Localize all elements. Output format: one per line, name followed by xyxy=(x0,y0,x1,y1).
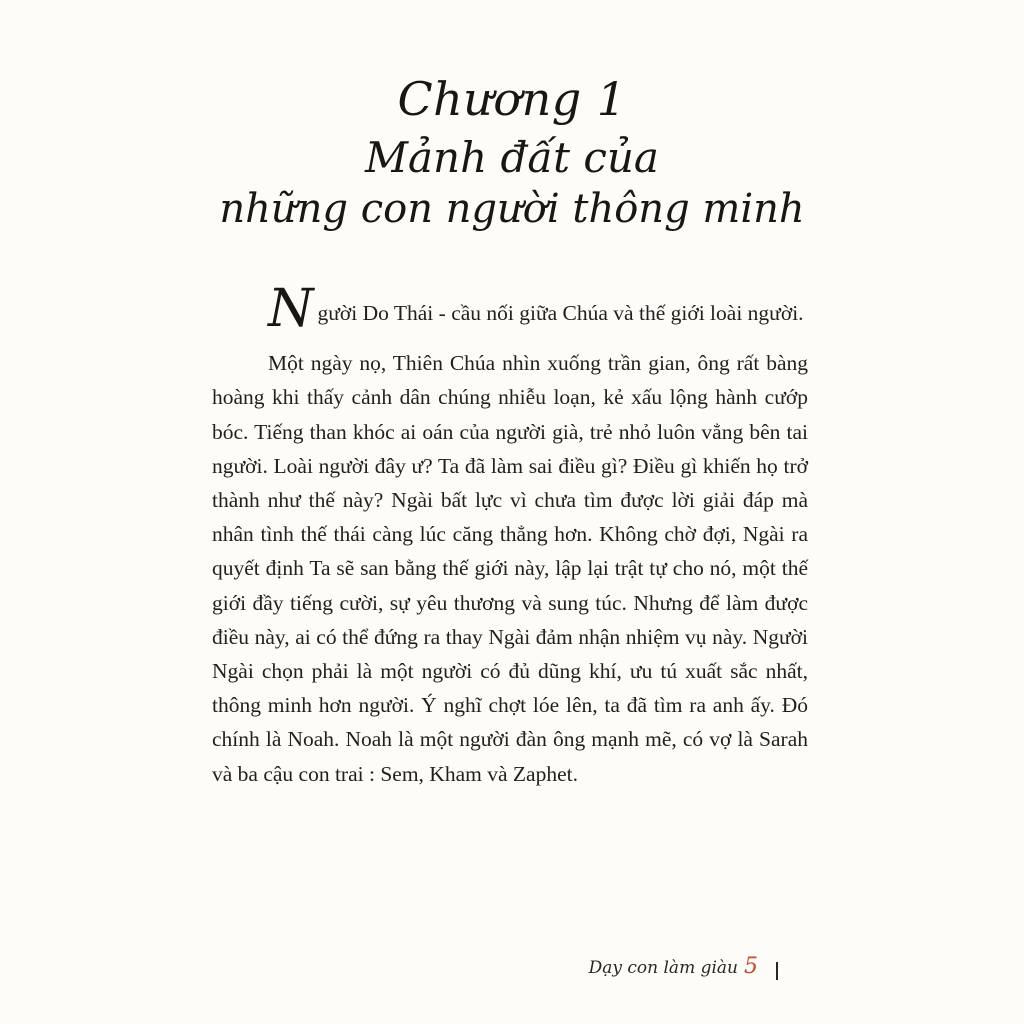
paragraph-1 xyxy=(212,279,808,339)
page-number: 5 xyxy=(744,954,758,979)
paragraph-1-text: gười Do Thái - cầu nối giữa Chúa và thế giới loài người. xyxy=(317,301,804,325)
page-footer xyxy=(0,956,1024,996)
footer-divider xyxy=(776,962,778,980)
paragraph-2: Một ngày nọ, Thiên Chúa nhìn xuống trần gian, ông rất bàng hoàng khi thấy cảnh dân chúng nhiễu loạn, kẻ xấu lộng hành cướp bóc. Tiếng than khóc ai oán của người già, trẻ nhỏ luôn vẳng bên tai người. Loài người đây ư? Ta đã làm sai điều gì? Điều gì khiến họ trở thành như thế này? Ngài bất lực vì chưa tìm được lời giải đáp mà nhân tình thế thái càng lúc căng thẳng hơn. Không chờ đợi, Ngài ra quyết định Ta sẽ san bằng thế giới này, lập lại trật tự cho nó, một thế giới đầy tiếng cười, sự yêu thương và sung túc. Nhưng để làm được điều này, ai có thể đứng ra thay Ngài đảm nhận nhiệm vụ này. Người Ngài chọn phải là một người có đủ dũng khí, ưu tú xuất sắc nhất, thông minh hơn người. Ý nghĩ chợt lóe lên, ta đã tìm ra anh ấy. Đó chính là Noah. Noah là một người đàn ông mạnh mẽ, có vợ là Sarah và ba cậu con trai : Sem, Kham và Zaphet. xyxy=(212,351,808,786)
chapter-label: Chương 1 xyxy=(397,72,627,126)
drop-cap: N xyxy=(268,279,314,339)
chapter-heading xyxy=(0,72,1024,234)
running-title: Dạy con làm giàu xyxy=(588,958,738,978)
chapter-title-line-2: những con người thông minh xyxy=(219,186,805,232)
chapter-title-line-1: Mảnh đất của xyxy=(365,133,659,182)
body-text xyxy=(212,279,808,791)
